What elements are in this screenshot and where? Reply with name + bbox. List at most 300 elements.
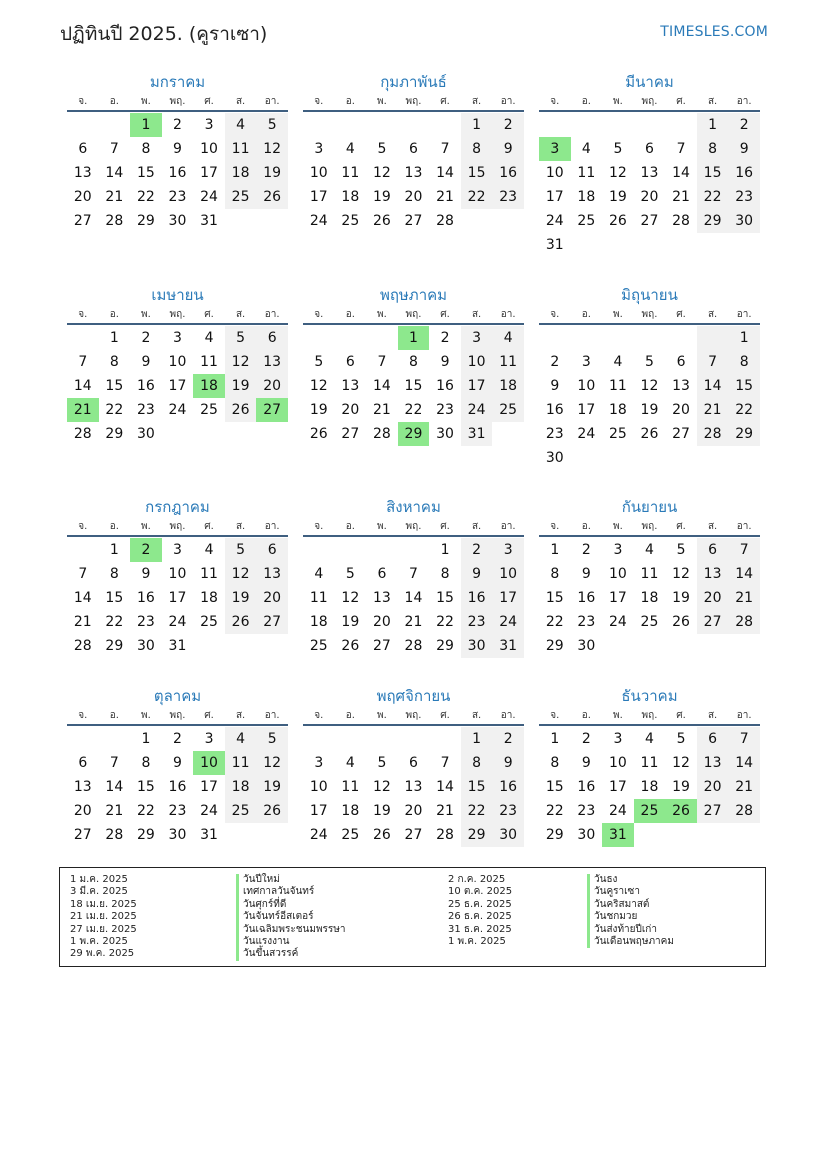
- day-cell[interactable]: 1: [398, 326, 430, 350]
- day-cell[interactable]: 23: [136, 614, 155, 630]
- day-cell[interactable]: 18: [341, 803, 360, 819]
- day-cell[interactable]: 4: [492, 326, 524, 350]
- day-cell[interactable]: 14: [697, 374, 729, 398]
- day-cell[interactable]: 20: [404, 803, 423, 819]
- day-cell[interactable]: 27: [372, 638, 391, 654]
- day-cell[interactable]: 19: [256, 161, 288, 185]
- day-cell[interactable]: 12: [372, 779, 391, 795]
- day-cell[interactable]: 28: [672, 213, 690, 229]
- day-cell[interactable]: 24: [608, 614, 627, 630]
- day-cell[interactable]: 26: [341, 638, 360, 654]
- day-cell[interactable]: 5: [256, 727, 288, 751]
- day-cell[interactable]: 23: [577, 614, 596, 630]
- day-cell[interactable]: 28: [73, 426, 92, 442]
- day-cell[interactable]: 21: [67, 398, 99, 422]
- day-cell[interactable]: 19: [672, 590, 690, 606]
- day-cell[interactable]: 9: [173, 141, 182, 157]
- day-cell[interactable]: 30: [492, 823, 524, 847]
- day-cell[interactable]: 19: [608, 189, 627, 205]
- day-cell[interactable]: 13: [256, 350, 288, 374]
- day-cell[interactable]: 12: [309, 378, 328, 394]
- day-cell[interactable]: 8: [409, 354, 418, 370]
- day-cell[interactable]: 13: [697, 562, 729, 586]
- day-cell[interactable]: 14: [728, 751, 760, 775]
- day-cell[interactable]: 5: [613, 141, 623, 157]
- day-cell[interactable]: 3: [314, 141, 324, 157]
- day-cell[interactable]: 11: [309, 590, 328, 606]
- day-cell[interactable]: 8: [109, 566, 119, 582]
- day-cell[interactable]: 27: [404, 827, 423, 843]
- day-cell[interactable]: 25: [341, 213, 360, 229]
- day-cell[interactable]: 19: [640, 402, 659, 418]
- day-cell[interactable]: 28: [436, 213, 454, 229]
- day-cell[interactable]: 26: [256, 185, 288, 209]
- day-cell[interactable]: 28: [404, 638, 423, 654]
- day-cell[interactable]: 20: [672, 402, 690, 418]
- day-cell[interactable]: 5: [345, 566, 355, 582]
- day-cell[interactable]: 26: [672, 614, 690, 630]
- site-logo[interactable]: TIMESLES.COM: [660, 24, 768, 40]
- day-cell[interactable]: 8: [461, 751, 493, 775]
- day-cell[interactable]: 15: [105, 590, 124, 606]
- day-cell[interactable]: 8: [109, 354, 119, 370]
- day-cell[interactable]: 6: [78, 755, 88, 771]
- day-cell[interactable]: 22: [545, 614, 564, 630]
- day-cell[interactable]: 29: [697, 209, 729, 233]
- day-cell[interactable]: 7: [409, 566, 418, 582]
- day-cell[interactable]: 4: [314, 566, 324, 582]
- day-cell[interactable]: 8: [461, 137, 493, 161]
- day-cell[interactable]: 9: [581, 566, 591, 582]
- day-cell[interactable]: 31: [200, 827, 218, 843]
- day-cell[interactable]: 16: [436, 378, 454, 394]
- day-cell[interactable]: 1: [141, 731, 151, 747]
- day-cell[interactable]: 31: [545, 237, 564, 253]
- day-cell[interactable]: 24: [200, 189, 218, 205]
- day-cell[interactable]: 25: [200, 402, 218, 418]
- day-cell[interactable]: 20: [640, 189, 659, 205]
- day-cell[interactable]: 4: [204, 542, 214, 558]
- day-cell[interactable]: 25: [225, 185, 257, 209]
- day-cell[interactable]: 29: [136, 213, 155, 229]
- day-cell[interactable]: 18: [640, 590, 659, 606]
- day-cell[interactable]: 22: [728, 398, 760, 422]
- day-cell[interactable]: 18: [640, 779, 659, 795]
- day-cell[interactable]: 18: [200, 590, 218, 606]
- day-cell[interactable]: 17: [200, 165, 218, 181]
- day-cell[interactable]: 25: [608, 426, 627, 442]
- day-cell[interactable]: 8: [550, 566, 560, 582]
- day-cell[interactable]: 27: [256, 610, 288, 634]
- day-cell[interactable]: 10: [545, 165, 564, 181]
- day-cell[interactable]: 23: [492, 799, 524, 823]
- day-cell[interactable]: 12: [225, 350, 257, 374]
- day-cell[interactable]: 7: [109, 141, 119, 157]
- day-cell[interactable]: 16: [577, 779, 596, 795]
- day-cell[interactable]: 12: [640, 378, 659, 394]
- day-cell[interactable]: 26: [256, 799, 288, 823]
- day-cell[interactable]: 4: [345, 755, 355, 771]
- day-cell[interactable]: 31: [492, 634, 524, 658]
- day-cell[interactable]: 23: [436, 402, 454, 418]
- day-cell[interactable]: 29: [398, 422, 430, 446]
- day-cell[interactable]: 14: [436, 779, 454, 795]
- day-cell[interactable]: 14: [436, 165, 454, 181]
- day-cell[interactable]: 19: [372, 803, 391, 819]
- day-cell[interactable]: 5: [314, 354, 324, 370]
- day-cell[interactable]: 17: [608, 779, 627, 795]
- day-cell[interactable]: 19: [672, 779, 690, 795]
- day-cell[interactable]: 19: [341, 614, 360, 630]
- day-cell[interactable]: 15: [697, 161, 729, 185]
- day-cell[interactable]: 31: [168, 638, 187, 654]
- day-cell[interactable]: 4: [225, 113, 257, 137]
- day-cell[interactable]: 30: [136, 426, 155, 442]
- day-cell[interactable]: 23: [136, 402, 155, 418]
- day-cell[interactable]: 11: [200, 566, 218, 582]
- day-cell[interactable]: 14: [372, 378, 391, 394]
- day-cell[interactable]: 23: [728, 185, 760, 209]
- day-cell[interactable]: 19: [256, 775, 288, 799]
- day-cell[interactable]: 15: [461, 161, 493, 185]
- day-cell[interactable]: 29: [545, 638, 564, 654]
- day-cell[interactable]: 13: [640, 165, 659, 181]
- day-cell[interactable]: 24: [309, 213, 328, 229]
- day-cell[interactable]: 5: [225, 326, 257, 350]
- day-cell[interactable]: 21: [372, 402, 391, 418]
- day-cell[interactable]: 3: [314, 755, 324, 771]
- day-cell[interactable]: 16: [577, 590, 596, 606]
- day-cell[interactable]: 11: [640, 755, 659, 771]
- day-cell[interactable]: 18: [577, 189, 596, 205]
- day-cell[interactable]: 23: [577, 803, 596, 819]
- day-cell[interactable]: 6: [345, 354, 355, 370]
- day-cell[interactable]: 3: [613, 731, 623, 747]
- day-cell[interactable]: 30: [136, 638, 155, 654]
- day-cell[interactable]: 13: [672, 378, 690, 394]
- day-cell[interactable]: 24: [492, 610, 524, 634]
- day-cell[interactable]: 21: [73, 614, 92, 630]
- day-cell[interactable]: 12: [608, 165, 627, 181]
- day-cell[interactable]: 6: [409, 755, 418, 771]
- day-cell[interactable]: 12: [672, 566, 690, 582]
- day-cell[interactable]: 29: [136, 827, 155, 843]
- day-cell[interactable]: 28: [697, 422, 729, 446]
- day-cell[interactable]: 28: [728, 799, 760, 823]
- day-cell[interactable]: 3: [173, 330, 182, 346]
- day-cell[interactable]: 30: [168, 213, 187, 229]
- day-cell[interactable]: 7: [728, 727, 760, 751]
- day-cell[interactable]: 15: [136, 779, 155, 795]
- day-cell[interactable]: 21: [105, 189, 124, 205]
- day-cell[interactable]: 29: [728, 422, 760, 446]
- day-cell[interactable]: 11: [608, 378, 627, 394]
- day-cell[interactable]: 26: [665, 799, 697, 823]
- day-cell[interactable]: 26: [640, 426, 659, 442]
- day-cell[interactable]: 5: [377, 755, 387, 771]
- day-cell[interactable]: 10: [193, 751, 225, 775]
- day-cell[interactable]: 9: [492, 137, 524, 161]
- day-cell[interactable]: 18: [225, 775, 257, 799]
- day-cell[interactable]: 27: [341, 426, 360, 442]
- day-cell[interactable]: 1: [109, 542, 119, 558]
- day-cell[interactable]: 15: [404, 378, 423, 394]
- day-cell[interactable]: 8: [697, 137, 729, 161]
- day-cell[interactable]: 16: [168, 165, 187, 181]
- day-cell[interactable]: 25: [640, 614, 659, 630]
- day-cell[interactable]: 18: [608, 402, 627, 418]
- day-cell[interactable]: 14: [672, 165, 690, 181]
- day-cell[interactable]: 26: [372, 827, 391, 843]
- day-cell[interactable]: 16: [545, 402, 564, 418]
- day-cell[interactable]: 16: [461, 586, 493, 610]
- day-cell[interactable]: 2: [130, 538, 162, 562]
- day-cell[interactable]: 25: [200, 614, 218, 630]
- day-cell[interactable]: 8: [550, 755, 560, 771]
- day-cell[interactable]: 19: [372, 189, 391, 205]
- day-cell[interactable]: 25: [225, 799, 257, 823]
- day-cell[interactable]: 9: [581, 755, 591, 771]
- day-cell[interactable]: 18: [225, 161, 257, 185]
- day-cell[interactable]: 14: [73, 590, 92, 606]
- day-cell[interactable]: 7: [78, 566, 88, 582]
- day-cell[interactable]: 23: [545, 426, 564, 442]
- day-cell[interactable]: 10: [168, 354, 187, 370]
- day-cell[interactable]: 29: [105, 638, 124, 654]
- day-cell[interactable]: 9: [141, 354, 151, 370]
- day-cell[interactable]: 7: [440, 755, 450, 771]
- day-cell[interactable]: 30: [728, 209, 760, 233]
- day-cell[interactable]: 15: [436, 590, 454, 606]
- day-cell[interactable]: 21: [728, 775, 760, 799]
- day-cell[interactable]: 7: [78, 354, 88, 370]
- day-cell[interactable]: 11: [200, 354, 218, 370]
- day-cell[interactable]: 29: [436, 638, 454, 654]
- day-cell[interactable]: 17: [168, 378, 187, 394]
- day-cell[interactable]: 28: [728, 610, 760, 634]
- day-cell[interactable]: 5: [256, 113, 288, 137]
- day-cell[interactable]: 24: [545, 213, 564, 229]
- day-cell[interactable]: 20: [697, 586, 729, 610]
- day-cell[interactable]: 10: [608, 755, 627, 771]
- day-cell[interactable]: 22: [136, 189, 155, 205]
- day-cell[interactable]: 13: [404, 165, 423, 181]
- day-cell[interactable]: 2: [550, 354, 560, 370]
- day-cell[interactable]: 23: [461, 610, 493, 634]
- day-cell[interactable]: 14: [105, 165, 124, 181]
- day-cell[interactable]: 28: [105, 213, 124, 229]
- day-cell[interactable]: 5: [676, 542, 686, 558]
- day-cell[interactable]: 17: [545, 189, 564, 205]
- day-cell[interactable]: 29: [105, 426, 124, 442]
- day-cell[interactable]: 20: [73, 803, 92, 819]
- day-cell[interactable]: 4: [345, 141, 355, 157]
- day-cell[interactable]: 11: [492, 350, 524, 374]
- day-cell[interactable]: 15: [728, 374, 760, 398]
- day-cell[interactable]: 21: [404, 614, 423, 630]
- day-cell[interactable]: 9: [728, 137, 760, 161]
- day-cell[interactable]: 20: [372, 614, 391, 630]
- day-cell[interactable]: 21: [436, 803, 454, 819]
- day-cell[interactable]: 6: [256, 326, 288, 350]
- day-cell[interactable]: 3: [492, 538, 524, 562]
- day-cell[interactable]: 3: [461, 326, 493, 350]
- day-cell[interactable]: 3: [204, 731, 214, 747]
- day-cell[interactable]: 25: [341, 827, 360, 843]
- day-cell[interactable]: 9: [461, 562, 493, 586]
- day-cell[interactable]: 22: [136, 803, 155, 819]
- day-cell[interactable]: 2: [173, 117, 182, 133]
- day-cell[interactable]: 22: [545, 803, 564, 819]
- day-cell[interactable]: 19: [309, 402, 328, 418]
- day-cell[interactable]: 7: [377, 354, 387, 370]
- day-cell[interactable]: 10: [461, 350, 493, 374]
- day-cell[interactable]: 22: [404, 402, 423, 418]
- day-cell[interactable]: 14: [728, 562, 760, 586]
- day-cell[interactable]: 1: [550, 542, 560, 558]
- day-cell[interactable]: 9: [141, 566, 151, 582]
- day-cell[interactable]: 28: [372, 426, 391, 442]
- day-cell[interactable]: 8: [728, 350, 760, 374]
- day-cell[interactable]: 13: [73, 165, 92, 181]
- day-cell[interactable]: 24: [168, 614, 187, 630]
- day-cell[interactable]: 7: [676, 141, 686, 157]
- day-cell[interactable]: 4: [613, 354, 623, 370]
- day-cell[interactable]: 13: [73, 779, 92, 795]
- day-cell[interactable]: 17: [309, 803, 328, 819]
- day-cell[interactable]: 17: [608, 590, 627, 606]
- day-cell[interactable]: 24: [200, 803, 218, 819]
- day-cell[interactable]: 20: [341, 402, 360, 418]
- day-cell[interactable]: 3: [539, 137, 571, 161]
- day-cell[interactable]: 1: [130, 113, 162, 137]
- day-cell[interactable]: 5: [377, 141, 387, 157]
- day-cell[interactable]: 26: [372, 213, 391, 229]
- day-cell[interactable]: 15: [461, 775, 493, 799]
- day-cell[interactable]: 4: [645, 731, 654, 747]
- day-cell[interactable]: 15: [105, 378, 124, 394]
- day-cell[interactable]: 23: [168, 189, 187, 205]
- day-cell[interactable]: 1: [550, 731, 560, 747]
- day-cell[interactable]: 16: [728, 161, 760, 185]
- day-cell[interactable]: 16: [136, 378, 155, 394]
- day-cell[interactable]: 10: [200, 141, 218, 157]
- day-cell[interactable]: 7: [728, 538, 760, 562]
- day-cell[interactable]: 1: [461, 113, 493, 137]
- day-cell[interactable]: 1: [461, 727, 493, 751]
- day-cell[interactable]: 24: [461, 398, 493, 422]
- day-cell[interactable]: 14: [105, 779, 124, 795]
- day-cell[interactable]: 28: [436, 827, 454, 843]
- day-cell[interactable]: 21: [436, 189, 454, 205]
- day-cell[interactable]: 1: [697, 113, 729, 137]
- day-cell[interactable]: 4: [645, 542, 654, 558]
- day-cell[interactable]: 7: [697, 350, 729, 374]
- day-cell[interactable]: 14: [73, 378, 92, 394]
- day-cell[interactable]: 17: [168, 590, 187, 606]
- day-cell[interactable]: 6: [697, 727, 729, 751]
- day-cell[interactable]: 17: [577, 402, 596, 418]
- day-cell[interactable]: 30: [577, 638, 596, 654]
- day-cell[interactable]: 19: [225, 586, 257, 610]
- day-cell[interactable]: 9: [492, 751, 524, 775]
- day-cell[interactable]: 30: [577, 827, 596, 843]
- day-cell[interactable]: 2: [492, 113, 524, 137]
- day-cell[interactable]: 29: [461, 823, 493, 847]
- day-cell[interactable]: 25: [577, 213, 596, 229]
- day-cell[interactable]: 24: [168, 402, 187, 418]
- day-cell[interactable]: 6: [645, 141, 654, 157]
- day-cell[interactable]: 6: [697, 538, 729, 562]
- day-cell[interactable]: 8: [440, 566, 450, 582]
- day-cell[interactable]: 17: [461, 374, 493, 398]
- day-cell[interactable]: 5: [225, 538, 257, 562]
- day-cell[interactable]: 12: [256, 751, 288, 775]
- day-cell[interactable]: 10: [492, 562, 524, 586]
- day-cell[interactable]: 5: [645, 354, 654, 370]
- day-cell[interactable]: 22: [461, 799, 493, 823]
- day-cell[interactable]: 18: [193, 374, 225, 398]
- day-cell[interactable]: 27: [697, 799, 729, 823]
- day-cell[interactable]: 1: [109, 330, 119, 346]
- day-cell[interactable]: 13: [404, 779, 423, 795]
- day-cell[interactable]: 19: [225, 374, 257, 398]
- day-cell[interactable]: 2: [581, 542, 591, 558]
- day-cell[interactable]: 6: [78, 141, 88, 157]
- day-cell[interactable]: 11: [341, 779, 360, 795]
- day-cell[interactable]: 1: [728, 326, 760, 350]
- day-cell[interactable]: 2: [728, 113, 760, 137]
- day-cell[interactable]: 2: [492, 727, 524, 751]
- day-cell[interactable]: 23: [492, 185, 524, 209]
- day-cell[interactable]: 13: [372, 590, 391, 606]
- day-cell[interactable]: 4: [581, 141, 591, 157]
- day-cell[interactable]: 30: [461, 634, 493, 658]
- day-cell[interactable]: 22: [436, 614, 454, 630]
- day-cell[interactable]: 3: [204, 117, 214, 133]
- day-cell[interactable]: 21: [697, 398, 729, 422]
- day-cell[interactable]: 24: [577, 426, 596, 442]
- day-cell[interactable]: 2: [173, 731, 182, 747]
- day-cell[interactable]: 17: [200, 779, 218, 795]
- day-cell[interactable]: 15: [545, 590, 564, 606]
- day-cell[interactable]: 27: [73, 827, 92, 843]
- day-cell[interactable]: 10: [309, 779, 328, 795]
- day-cell[interactable]: 27: [73, 213, 92, 229]
- day-cell[interactable]: 26: [225, 398, 257, 422]
- day-cell[interactable]: 3: [581, 354, 591, 370]
- day-cell[interactable]: 20: [697, 775, 729, 799]
- day-cell[interactable]: 14: [404, 590, 423, 606]
- day-cell[interactable]: 17: [492, 586, 524, 610]
- day-cell[interactable]: 25: [492, 398, 524, 422]
- day-cell[interactable]: 27: [404, 213, 423, 229]
- day-cell[interactable]: 8: [141, 755, 151, 771]
- day-cell[interactable]: 28: [105, 827, 124, 843]
- day-cell[interactable]: 10: [309, 165, 328, 181]
- day-cell[interactable]: 3: [173, 542, 182, 558]
- day-cell[interactable]: 11: [225, 751, 257, 775]
- day-cell[interactable]: 11: [341, 165, 360, 181]
- day-cell[interactable]: 6: [377, 566, 387, 582]
- day-cell[interactable]: 16: [168, 779, 187, 795]
- day-cell[interactable]: 18: [341, 189, 360, 205]
- day-cell[interactable]: 16: [492, 161, 524, 185]
- day-cell[interactable]: 31: [461, 422, 493, 446]
- day-cell[interactable]: 2: [461, 538, 493, 562]
- day-cell[interactable]: 26: [309, 426, 328, 442]
- day-cell[interactable]: 31: [602, 823, 634, 847]
